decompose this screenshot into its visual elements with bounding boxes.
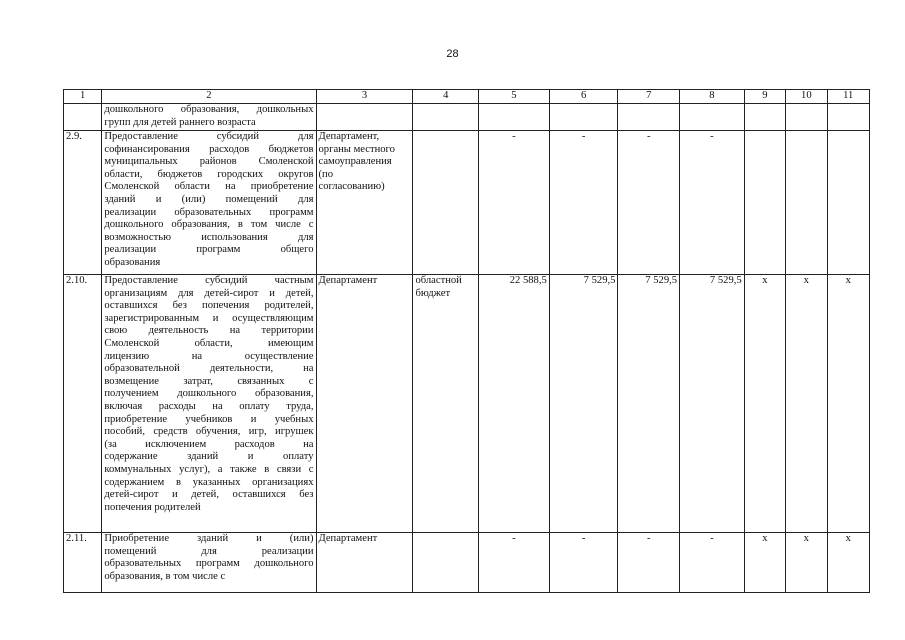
table-row bbox=[64, 104, 870, 131]
indicator-cell: х bbox=[786, 275, 827, 533]
text-line: детей-сирот и детей, оставшихся без bbox=[104, 489, 314, 501]
item-executor bbox=[316, 275, 413, 533]
indicator-cell bbox=[744, 104, 785, 131]
text-line: Департамент bbox=[318, 533, 378, 544]
text-line: реализации образовательных программ bbox=[104, 206, 314, 218]
text-line: содержание зданий и оплату bbox=[104, 451, 314, 463]
text-line: органы местного bbox=[318, 143, 395, 155]
text-line: включая расходы на оплату труда, bbox=[104, 400, 314, 412]
column-header: 6 bbox=[549, 90, 618, 104]
indicator-cell bbox=[744, 131, 785, 275]
text-line: Приобретение зданий и (или) bbox=[104, 533, 314, 544]
column-header: 4 bbox=[413, 90, 479, 104]
text-line: (по bbox=[318, 168, 333, 180]
text-line: оставшихся без попечения родителей, bbox=[104, 300, 314, 312]
column-header: 5 bbox=[479, 90, 550, 104]
column-header: 10 bbox=[786, 90, 827, 104]
text-line: реализации программ общего bbox=[104, 244, 314, 256]
text-line: образования, в том числе с bbox=[104, 570, 226, 582]
text-line: муниципальных районов Смоленской bbox=[104, 156, 314, 168]
column-header: 9 bbox=[744, 90, 785, 104]
item-description bbox=[102, 131, 316, 275]
amount-cell: 7 529,5 bbox=[618, 275, 680, 533]
text-line: (за исключением расходов на bbox=[104, 438, 314, 450]
item-executor bbox=[316, 104, 413, 131]
text-line: возможностью использования для bbox=[104, 231, 314, 243]
item-number: 2.10. bbox=[64, 275, 102, 533]
amount-cell bbox=[549, 104, 618, 131]
text-line: свою деятельность на территории bbox=[104, 325, 314, 337]
column-header: 7 bbox=[618, 90, 680, 104]
item-funding-source bbox=[413, 131, 479, 275]
column-header: 3 bbox=[316, 90, 413, 104]
table-header-row bbox=[64, 90, 870, 104]
indicator-cell bbox=[786, 104, 827, 131]
text-line: лицензию на осуществление bbox=[104, 350, 314, 362]
amount-cell: 22 588,5 bbox=[479, 275, 550, 533]
text-line: попечения родителей bbox=[104, 501, 201, 513]
column-header: 8 bbox=[680, 90, 745, 104]
item-executor bbox=[316, 131, 413, 275]
item-description bbox=[102, 104, 316, 131]
text-line: Предоставление субсидий для bbox=[104, 131, 314, 142]
text-line: бюджет bbox=[415, 287, 451, 299]
indicator-cell bbox=[786, 131, 827, 275]
amount-cell: - bbox=[680, 131, 745, 275]
amount-cell bbox=[479, 104, 550, 131]
text-line: Смоленской области на приобретение bbox=[104, 181, 314, 193]
item-number bbox=[64, 104, 102, 131]
table-row bbox=[64, 131, 870, 275]
amount-cell: - bbox=[549, 131, 618, 275]
text-line: возмещение затрат, связанных с bbox=[104, 375, 314, 387]
text-line: получением дошкольного образования, bbox=[104, 388, 314, 400]
indicator-cell bbox=[827, 131, 869, 275]
amount-cell: - bbox=[618, 533, 680, 593]
item-funding-source bbox=[413, 533, 479, 593]
amount-cell: 7 529,5 bbox=[549, 275, 618, 533]
text-line: помещений для реализации bbox=[104, 545, 314, 557]
indicator-cell: х bbox=[744, 533, 785, 593]
text-line: дошкольного образования, дошкольных bbox=[104, 104, 314, 115]
text-line: дошкольного образования, в том числе с bbox=[104, 219, 314, 231]
text-line: организациям для детей-сирот и детей, bbox=[104, 287, 314, 299]
item-number: 2.9. bbox=[64, 131, 102, 275]
item-number: 2.11. bbox=[64, 533, 102, 593]
page-number: 28 bbox=[446, 48, 459, 60]
indicator-cell: х bbox=[827, 533, 869, 593]
text-line: образования bbox=[104, 256, 161, 268]
indicator-cell bbox=[827, 104, 869, 131]
text-line: пособий, средств обучения, игр, игрушек bbox=[104, 426, 314, 438]
text-line: области, бюджетов городских округов bbox=[104, 168, 314, 180]
item-description bbox=[102, 275, 316, 533]
text-line: приобретение учебников и учебных bbox=[104, 413, 314, 425]
text-line: софинансирования расходов бюджетов bbox=[104, 143, 314, 155]
column-header: 2 bbox=[102, 90, 316, 104]
text-line: Смоленской области, имеющим bbox=[104, 337, 314, 349]
text-line: коммунальных услуг), а также в связи с bbox=[104, 463, 314, 475]
text-line: образовательных программ дошкольного bbox=[104, 558, 314, 570]
item-description bbox=[102, 533, 316, 593]
text-line: содержанием в указанных организациях bbox=[104, 476, 314, 488]
amount-cell: - bbox=[479, 131, 550, 275]
amount-cell: 7 529,5 bbox=[680, 275, 745, 533]
amount-cell: - bbox=[549, 533, 618, 593]
column-header: 1 bbox=[64, 90, 102, 104]
program-table bbox=[63, 89, 870, 593]
table-row bbox=[64, 533, 870, 593]
text-line: Предоставление субсидий частным bbox=[104, 275, 314, 286]
text-line: областной bbox=[415, 275, 462, 286]
text-line: зарегистрированным и осуществляющим bbox=[104, 312, 314, 324]
item-executor bbox=[316, 533, 413, 593]
text-line: самоуправления bbox=[318, 156, 392, 168]
text-line: согласованию) bbox=[318, 181, 385, 193]
text-line: Департамент, bbox=[318, 131, 380, 142]
column-header: 11 bbox=[827, 90, 869, 104]
amount-cell: - bbox=[618, 131, 680, 275]
text-line: образовательной деятельности, на bbox=[104, 363, 314, 375]
table-row bbox=[64, 275, 870, 533]
amount-cell: - bbox=[479, 533, 550, 593]
text-line: зданий и (или) помещений для bbox=[104, 193, 314, 205]
amount-cell bbox=[680, 104, 745, 131]
amount-cell bbox=[618, 104, 680, 131]
indicator-cell: х bbox=[827, 275, 869, 533]
amount-cell: - bbox=[680, 533, 745, 593]
item-funding-source bbox=[413, 275, 479, 533]
text-line: групп для детей раннего возраста bbox=[104, 116, 256, 128]
text-line: Департамент bbox=[318, 275, 378, 286]
indicator-cell: х bbox=[786, 533, 827, 593]
item-funding-source bbox=[413, 104, 479, 131]
indicator-cell: х bbox=[744, 275, 785, 533]
